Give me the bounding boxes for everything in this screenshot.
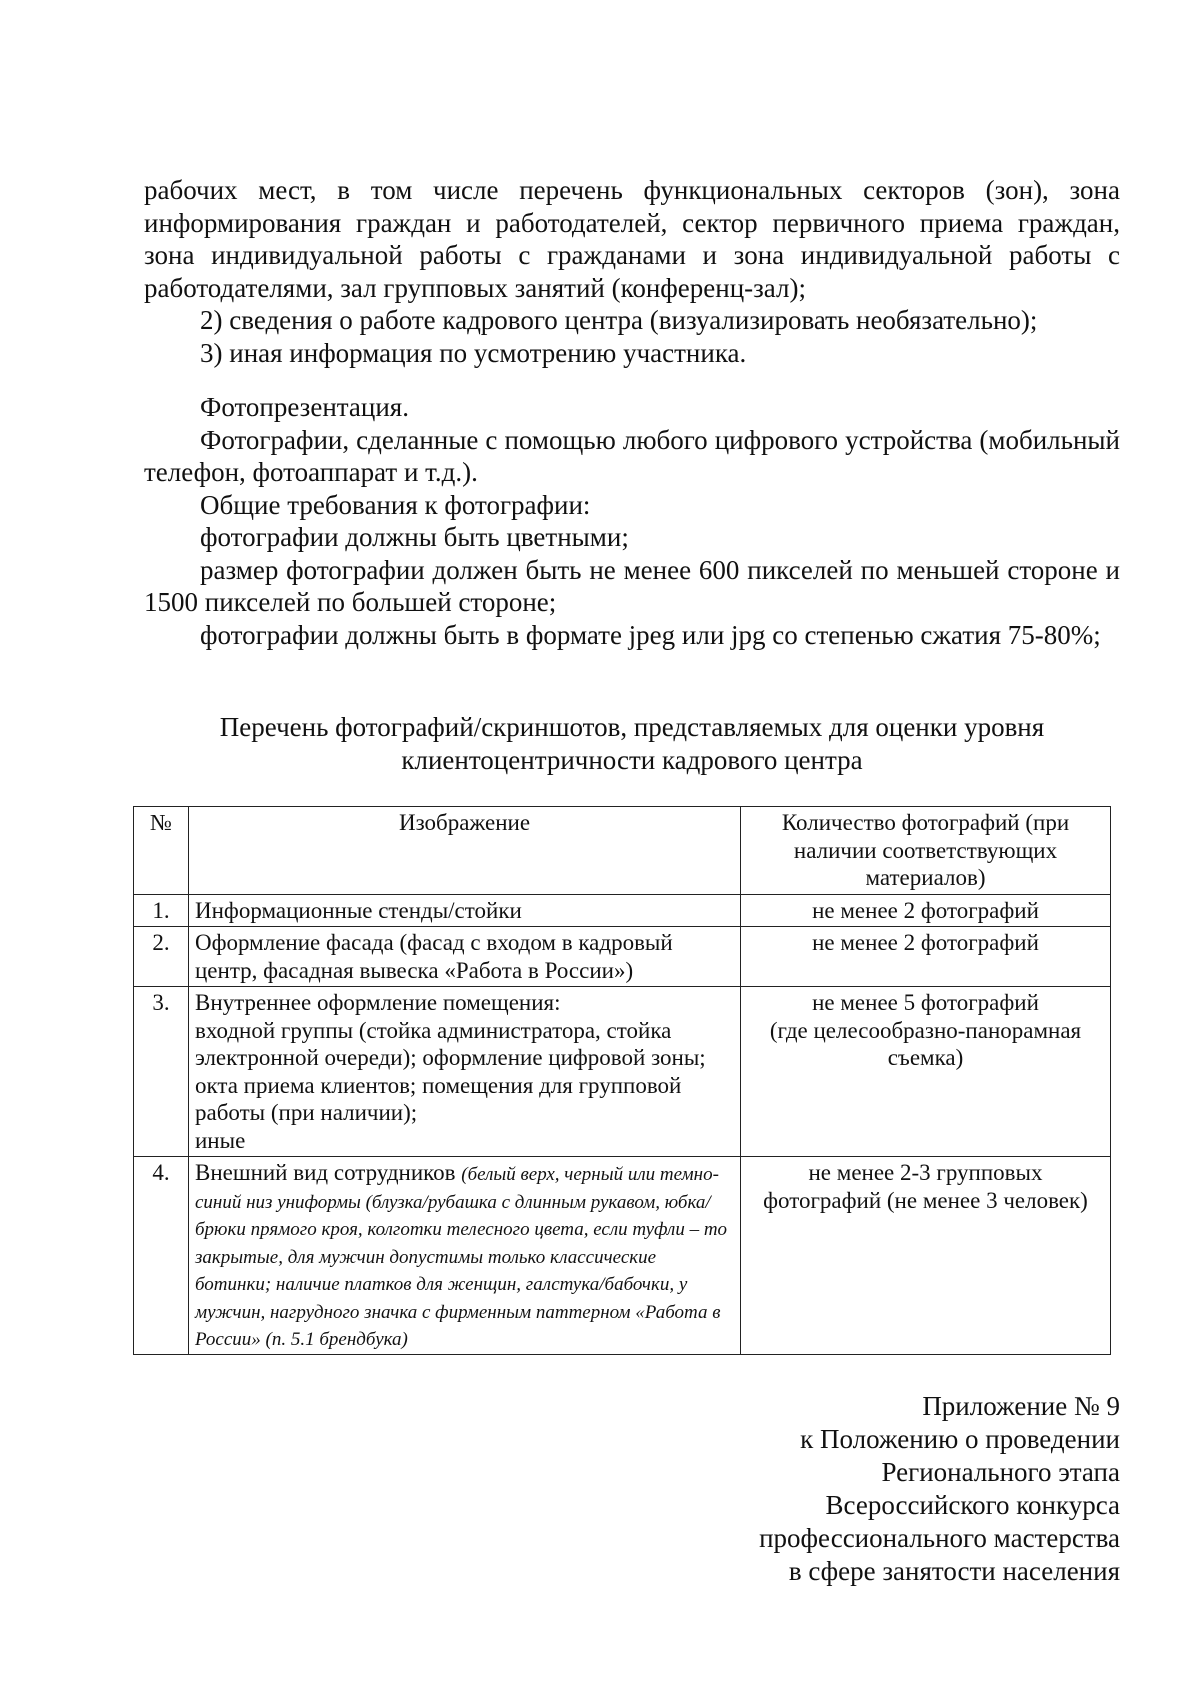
row-qty: не менее 2 фотографий bbox=[741, 927, 1111, 987]
row-image: Оформление фасада (фасад с входом в кадровый центр, фасадная вывеска «Работа в России») bbox=[189, 927, 741, 987]
table-caption-line-1: Перечень фотографий/скриншотов, представляемых для оценки уровня bbox=[219, 712, 1045, 742]
table-row bbox=[134, 1157, 1111, 1355]
intro-item-2: 2) сведения о работе кадрового центра (визуализировать необязательно); bbox=[200, 305, 1038, 335]
photo-requirement-3: фотографии должны быть в формате jpeg или jpg со степенью сжатия 75-80%; bbox=[200, 619, 1101, 650]
photo-requirement-2: размер фотографии должен быть не менее 600 пикселей по меньшей стороне и 1500 пикселей по большей стороне; bbox=[144, 554, 1120, 617]
row-image-line: иные bbox=[195, 1127, 246, 1153]
appendix-line: Регионального этапа bbox=[881, 1457, 1120, 1487]
appendix-line: Приложение № 9 bbox=[922, 1391, 1120, 1421]
header-qty: Количество фотографий (при наличии соответствующих материалов) bbox=[741, 807, 1111, 895]
row-image: Информационные стенды/стойки bbox=[189, 894, 741, 927]
table-caption-line-2: клиентоцентричности кадрового центра bbox=[401, 745, 863, 775]
row-image-main: Внешний вид сотрудников bbox=[195, 1160, 456, 1185]
photo-description: Фотографии, сделанные с помощью любого цифрового устройства (мобильный телефон, фотоаппарат и т.д.). bbox=[144, 424, 1120, 487]
photo-requirement-1: фотографии должны быть цветными; bbox=[200, 522, 629, 552]
header-image: Изображение bbox=[189, 807, 741, 895]
photo-requirements-title: Общие требования к фотографии: bbox=[200, 489, 591, 520]
row-num: 1. bbox=[134, 894, 189, 927]
row-qty-line: не менее 5 фотографий bbox=[812, 990, 1039, 1015]
row-image-line: Внутреннее оформление помещения: bbox=[195, 990, 561, 1015]
appendix-line: профессионального мастерства bbox=[759, 1523, 1120, 1553]
appendix-header bbox=[759, 1390, 1120, 1588]
row-qty-line: (где целесообразно-панорамная съемка) bbox=[769, 1017, 1082, 1070]
photo-requirements-table bbox=[133, 806, 1111, 1355]
header-num: № bbox=[134, 807, 189, 895]
photo-heading: Фотопрезентация. bbox=[200, 392, 409, 422]
row-qty bbox=[741, 987, 1111, 1157]
table-row bbox=[134, 987, 1111, 1157]
table-row bbox=[134, 894, 1111, 927]
row-num: 2. bbox=[134, 927, 189, 987]
appendix-line: в сфере занятости населения bbox=[788, 1556, 1120, 1586]
table-row bbox=[134, 927, 1111, 987]
row-num: 4. bbox=[134, 1157, 189, 1355]
appendix-line: к Положению о проведении bbox=[800, 1424, 1120, 1454]
appendix-line: Всероссийского конкурса bbox=[825, 1490, 1120, 1520]
row-qty: не менее 2 фотографий bbox=[741, 894, 1111, 927]
row-image bbox=[189, 1157, 741, 1355]
row-image bbox=[189, 987, 741, 1157]
row-qty: не менее 2-3 групповых фотографий (не менее 3 человек) bbox=[741, 1157, 1111, 1355]
row-num: 3. bbox=[134, 987, 189, 1157]
row-image-line: входной группы (стойка администратора, стойка электронной очереди); оформление цифровой зоны; окта приема клиентов; помещения для групповой работы (при наличии); bbox=[195, 1017, 706, 1125]
intro-section bbox=[144, 174, 1120, 651]
intro-paragraph: рабочих мест, в том числе перечень функциональных секторов (зон), зона информирования граждан и работодателей, сектор первичного приема граждан, зона индивидуальной работы с гражданами и зона индивидуальной работы с работодателями, зал групповых занятий (конференц-зал); bbox=[144, 175, 1120, 303]
table-caption bbox=[144, 711, 1120, 777]
table-header-row bbox=[134, 807, 1111, 895]
row-image-italic-note: (белый верх, черный или темно-синий низ униформы (блузка/рубашка с длинным рукавом, юбка/брюки прямого кроя, колготки телесного цвета, если туфли – то закрытые, для мужчин допустимы только классические ботинки; наличие платков для женщин, галстука/бабочки, у мужчин, нагрудного значка с фирменным паттерном «Работа в России» (п. 5.1 брендбука) bbox=[195, 1164, 728, 1350]
intro-item-3: 3) иная информация по усмотрению участника. bbox=[200, 337, 747, 368]
